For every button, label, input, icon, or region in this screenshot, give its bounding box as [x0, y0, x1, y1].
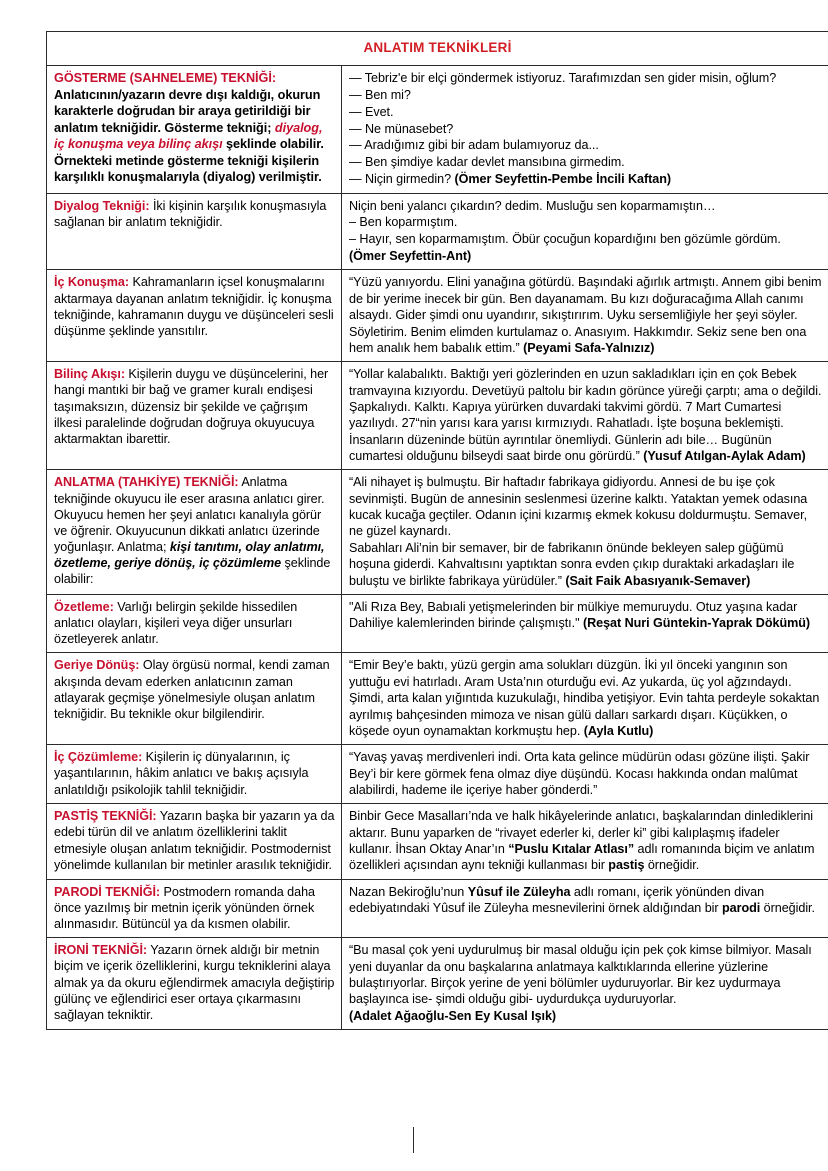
dialogue-line: — Tebriz'e bir elçi göndermek istiyoruz. Tarafımızdan sen gider misin, oğlum?	[349, 71, 777, 85]
definition-text-pastis: Yazarın başka bir yazarın ya da edebi türün dil ve anlatım özelliklerini taklit etmesiyle oluşan anlatım tekniğidir. Postmodernist yönelimde kullanılan bir metinler arasılık tekniğidir.	[54, 809, 335, 872]
source-citation: (Peyami Safa-Yalnızız)	[523, 340, 655, 355]
definition-text-gosterme-part2: şeklinde olabilir. Örnekteki metinde gösterme tekniği kişilerin karşılıklı konuşmalarıyla (diyalog) verilmiştir.	[54, 137, 324, 184]
table-row-geriye-donus	[47, 653, 828, 745]
dialogue-line: — Evet.	[349, 104, 394, 119]
table-row-ic-konusma	[47, 270, 828, 362]
dialogue-line: – Ben koparmıştım.	[349, 215, 458, 230]
table-row-title	[47, 32, 828, 66]
example-text-part3: örneğidir.	[760, 901, 815, 916]
definition-text-ic-cozumleme: Kişilerin iç dünyalarının, iç yaşantılarının, hâkim anlatıcı ve bakış açısıyla anlatıldığı psikolojik tahlil tekniğidir.	[54, 750, 309, 797]
definition-emphasis-anlatma: kişi tanıtımı, olay anlatımı, özetleme, geriye dönüş, iç çözümleme	[54, 540, 325, 571]
table-row-pastis	[47, 804, 828, 879]
dialogue-line: Niçin beni yalancı çıkardın? dedim. Musluğu sen koparmamıştın…	[349, 198, 716, 213]
work-title: Yûsuf ile Züleyha	[467, 884, 571, 899]
source-citation: (Sait Faik Abasıyanık-Semaver)	[565, 573, 751, 588]
table-row-bilinc-akisi	[47, 362, 828, 470]
definition-text-ozetleme: Varlığı belirgin şekilde hissedilen anlatıcı olayları, kişileri veya diğer unsurları özetleyerek anlatır.	[54, 599, 298, 647]
source-citation: (Reşat Nuri Güntekin-Yaprak Dökümü)	[582, 616, 811, 631]
term-anlatma: ANLATMA (TAHKİYE) TEKNİĞİ:	[54, 475, 239, 490]
page-break-marker	[413, 1127, 414, 1153]
example-text-paragraph-2: Sabahları Ali’nin bir semaver, bir de fabrikanın önünde bekleyen salep güğümü hoşuna giderdi. Kahvaltısını yaptıktan sonra evden çıkıp duraktaki arkadaşları ile buluştu ve birlikte fabrikaya yürüdüler.”	[349, 540, 795, 588]
definition-cell-diyalog	[47, 193, 342, 270]
example-cell-diyalog	[342, 193, 828, 270]
dialogue-line-last	[349, 171, 822, 187]
example-text: “Yavaş yavaş merdivenleri indi. Orta kata gelince müdürün odası gözüne ilişti. Şakir Bey’i bir kere görmek fena olmaz diye düşündü. Kocası hakkında ondan malûmat alabilirdi, hademe ile içeriye haber gönderdi.”	[349, 750, 810, 797]
term-diyalog: Diyalog Tekniği:	[54, 198, 150, 213]
definition-cell-geriye-donus	[47, 653, 342, 745]
definition-cell-ic-konusma	[47, 270, 342, 362]
definition-cell-gosterme	[47, 66, 342, 194]
term-ic-konusma: İç Konuşma:	[54, 275, 130, 290]
technique-keyword: pastiş	[608, 858, 645, 873]
example-cell-gosterme	[342, 66, 828, 194]
anlatim-teknikleri-sheet	[46, 31, 828, 1030]
example-text-paragraph-1: “Ali nihayet iş bulmuştu. Bir haftadır fabrikaya gidiyordu. Annesi de bu işe çok sevinmişti. Bugün de annesinin seslenmesi üzerine kalktı. Yataktan yemek odasına kucak kucağa geçtiler. Odanın içini kızarmış ekmek kokusu doldurmuştu. Semaver, ne güzel kaynardı.	[349, 475, 808, 539]
definition-text-geriye-donus: Olay örgüsü normal, kendi zaman akışında devam ederken anlatıcının zaman atlayarak geçmişe yönelmesiyle oluşan anlatım tekniğidir. Bu teknikle okur bilgilendirir.	[54, 658, 330, 721]
table-row-parodi	[47, 879, 828, 938]
example-cell-ironi	[342, 938, 828, 1030]
example-cell-parodi	[342, 879, 828, 938]
source-citation: (Ömer Seyfettin-Pembe İncili Kaftan)	[454, 172, 672, 187]
definition-text-ic-konusma: Kahramanların içsel konuşmalarını aktarmaya dayanan anlatım tekniğidir. İç konuşma tekniğinde, kahramanın duygu ve düşünceleri sesli düşünme şeklinde yansıtılır.	[54, 275, 334, 338]
definition-cell-ozetleme	[47, 594, 342, 653]
example-text: “Emir Bey’e baktı, yüzü gergin ama solukları düzgün. İki yıl önceki yangının son yuttuğu evi hatırladı. Aram Usta’nın oturduğu evi. Az yukarda, üç yol ağzındaydı. Şimdi, arta kalan yığıntıda kuzukulağı, hindiba yetişiyor. Evin tahta perdeyle sokaktan ayrılmış bahçesinden mimoza ve nisan gülü dalları sarkardı dışarı. Küçükken, o köşede oyun oynamaktan korkmuştu hep.	[349, 658, 820, 738]
dialogue-line: — Aradığımız gibi bir adam bulamıyoruz da...	[349, 138, 599, 153]
source-citation: (Yusuf Atılgan-Aylak Adam)	[643, 449, 806, 464]
definition-text-bilinc-akisi: Kişilerin duygu ve düşüncelerini, her hangi mantıki bir bağ ve gramer kuralı endişesi taşımaksızın, düzensiz bir şekilde ve çağrışım ilkesi paralelinde doğrudan doğruya okuyucuya aktarmaktan ibarettir.	[54, 367, 329, 446]
source-citation: (Adalet Ağaoğlu-Sen Ey Kusal Işık)	[349, 1008, 557, 1023]
page-title: ANLATIM TEKNİKLERİ	[363, 40, 512, 55]
table-row-diyalog	[47, 193, 828, 270]
techniques-table	[46, 31, 828, 1030]
table-row-ozetleme	[47, 594, 828, 653]
source-citation: (Ayla Kutlu)	[583, 723, 654, 738]
example-text: "Ali Rıza Bey, Babıali yetişmelerinden bir mülkiye memuruydu. Otuz yaşına kadar Dahiliye kalemlerinden birinde çalışmıştı."	[349, 599, 798, 631]
definition-cell-ic-cozumleme	[47, 745, 342, 804]
example-text-part1: Nazan Bekiroğlu’nun	[349, 884, 468, 899]
example-cell-ic-konusma	[342, 270, 828, 362]
term-geriye-donus: Geriye Dönüş:	[54, 658, 140, 673]
source-citation: (Ömer Seyfettin-Ant)	[349, 249, 472, 264]
definition-text-anlatma-part2: şeklinde olabilir:	[54, 556, 331, 587]
term-pastis: PASTİŞ TEKNİĞİ:	[54, 809, 157, 824]
definition-cell-bilinc-akisi	[47, 362, 342, 470]
definition-text-ironi: Yazarın örnek aldığı bir metnin biçim ve içerik özelliklerini, kurgu tekniklerini alaya almak ya da okuru eğlendirmek amacıyla değiştirip gülünç ve eğlendirici eser ortaya çıkarmasını sağlayan tekniktir.	[54, 943, 335, 1022]
term-parodi: PARODİ TEKNİĞİ:	[54, 884, 161, 899]
definition-text-gosterme-part1: Anlatıcının/yazarın devre dışı kaldığı, okurun karakterle doğrudan bir araya getirildiği bir anlatım tekniğidir. Gösterme tekniği;	[54, 87, 321, 135]
table-row-gosterme	[47, 66, 828, 194]
example-text-part2: adlı romanı, içerik yönünden divan edebiyatındaki Yûsuf ile Züleyha mesnevilerini örnek aldığından bir	[349, 884, 765, 916]
example-text-part1: Binbir Gece Masalları’nda ve halk hikâyelerinde anlatıcı, başkalarından dinlediklerini aktarır. Bunu yaparken de “rivayet ederler ki, derler ki” gibi kalıplaşmış ifadeler kullanır. İhsan Oktay Anar’ın	[349, 809, 814, 857]
example-text-part3: örneğidir.	[644, 858, 700, 873]
term-ironi: İRONİ TEKNİĞİ:	[54, 943, 148, 958]
term-ic-cozumleme: İç Çözümleme:	[54, 750, 143, 765]
document-title-cell	[47, 32, 828, 66]
definition-cell-parodi	[47, 879, 342, 938]
example-text: “Bu masal çok yeni uydurulmuş bir masal olduğu için pek çok kimse bilmiyor. Masalı yeni duyanlar da onu başkalarına anlatmaya kalktıklarında ellerine yüzlerine bulaştırıyorlar. Birçok yerine de yeni bölümler uyduruyorlar. Bir kez uydurmaya başlayınca ise- şimdi olduğu gibi- uydurdukça uyduruyorlar.	[349, 943, 812, 1007]
dialogue-line: – Hayır, sen koparmamıştım. Öbür çocuğun kopardığını ben gözümle gördüm.	[349, 232, 781, 247]
definition-cell-ironi	[47, 938, 342, 1030]
technique-keyword: parodi	[722, 901, 761, 916]
example-cell-anlatma	[342, 470, 828, 595]
term-gosterme: GÖSTERME (SAHNELEME) TEKNİĞİ:	[54, 71, 276, 85]
dialogue-line: — Ben mi?	[349, 87, 411, 102]
definition-text-diyalog: İki kişinin karşılık konuşmasıyla sağlanan bir anlatım tekniğidir.	[54, 198, 327, 229]
table-row-ironi	[47, 938, 828, 1030]
term-ozetleme: Özetleme:	[54, 599, 114, 614]
example-text: “Yollar kalabalıktı. Baktığı yeri gözlerinden en uzun sakladıkları için en çok Bebek tramvayına kızıyordu. Devetüyü paltolu bir kadın görünce yüreği çarptı; ama o değildi. Şapkalıydı. Kalktı. Kapıya yürürken duvardaki takvimi gördü. 7 Mart Cumartesi yazılıydı. 27“nin yarısı kara yarısı kırmızıydı. Rahatladı. İşte boşuna beklemişti. İnsanların düzeninde bütün ayrıntılar önemliydi. Günlerin adı bile… Bugünün cumartesi olduğunu bilseydi saat birde onu görürdü.”	[349, 367, 822, 464]
dialogue-line: — Ne münasebet?	[349, 121, 454, 136]
dialogue-line: — Ben şimdiye kadar devlet mansıbına girmedim.	[349, 155, 625, 170]
example-text-part2: adlı romanında biçim ve anlatım özellikleri açısından aynı tekniği kullanması bir	[349, 842, 815, 873]
definition-text-parodi: Postmodern romanda daha önce yazılmış bir metnin içerik yönünden örnek alınmasıdır. Bütüncül ya da kısmen olabilir.	[54, 884, 315, 932]
definition-cell-pastis	[47, 804, 342, 879]
work-title: “Puslu Kıtalar Atlası”	[508, 842, 635, 857]
example-text: “Yüzü yanıyordu. Elini yanağına götürdü. Başındaki ağırlık artmıştı. Annem gibi benim de bir yerime inecek bir gün. Ben dayanamam. Bu kızı doğuracağıma Allah canımı alsaydı. Gider şimdi onu uyandırır, sıkıştırırım. Uyku sersemliğiyle her şeyi söyler. Söyletirim. Benim elimden kurtulamaz o. Anasıyım. Hakkımdır. Sekiz sene ben ona hem analık hem babalık ettim.”	[349, 275, 822, 355]
example-cell-ic-cozumleme	[342, 745, 828, 804]
example-cell-pastis	[342, 804, 828, 879]
term-bilinc-akisi: Bilinç Akışı:	[54, 367, 125, 382]
example-cell-geriye-donus	[342, 653, 828, 745]
table-row-ic-cozumleme	[47, 745, 828, 804]
definition-cell-anlatma	[47, 470, 342, 595]
table-row-anlatma	[47, 470, 828, 595]
definition-text-anlatma-part1: Anlatma tekniğinde okuyucu ile eser arasına anlatıcı girer. Okuyucu hemen her şeyi anlatıcı kanalıyla görür ve öğrenir. Okuyucunun dikkati anlatıcı üzerinde yoğunlaşır. Anlatma;	[54, 475, 325, 555]
definition-emphasis-gosterme: diyalog, iç konuşma veya bilinç akışı	[54, 120, 323, 151]
example-cell-ozetleme	[342, 594, 828, 653]
example-cell-bilinc-akisi	[342, 362, 828, 470]
dialogue-line-text: — Niçin girmedin?	[349, 172, 455, 187]
